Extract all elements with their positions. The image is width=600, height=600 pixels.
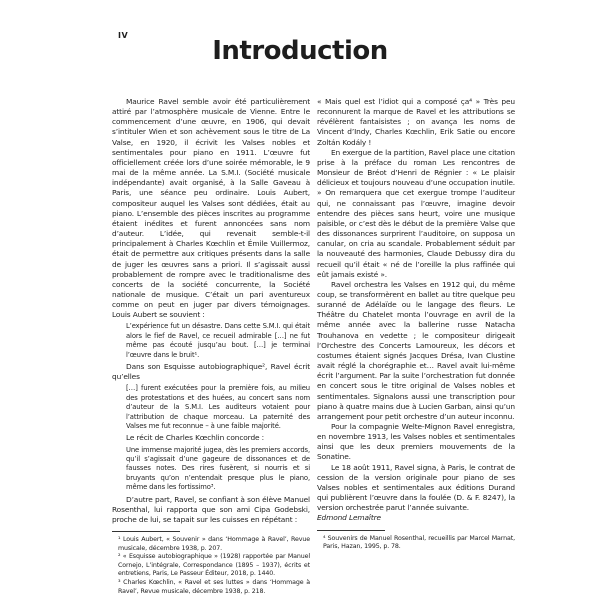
paragraph: Le récit de Charles Kœchlin concorde : xyxy=(126,433,265,443)
footnote: ⁴ Souvenirs de Manuel Rosenthal, recueillis par Marcel Marnat, Paris, Hazan, 1995, p. 78. xyxy=(323,534,515,551)
paragraph: D’autre part, Ravel, se confiant à son élève Manuel Rosenthal, lui rapporta que son ami Cipa Godebski, proche de lui, se tapait sur les cuisses en répétant : xyxy=(112,494,310,524)
footnote-divider xyxy=(112,531,180,532)
paragraph: Le 18 août 1911, Ravel signa, à Paris, le contrat de cession de la version originale pour piano de ses Valses nobles et sentimentales aux éditions Durand qui publièrent l’œuvre dans la foulée (D. & F. 8247), la version orchestrée parut l’année suivante. xyxy=(317,462,515,513)
block-quote: Une immense majorité jugea, dès les premiers accords, qu’il s’agissait d’une gageure de dissonances et de fausses notes. Des rires fusèrent, si nourris et si bruyants qu’on n’entendait presque plus le piano, même dans les fortissimo³. xyxy=(126,445,310,492)
paragraph: Maurice Ravel semble avoir été particulièrement attiré par l’atmosphère musicale de Vienne. Entre le commencement d’une œuvre, en 1906, qui devait s’intituler Wien et son achèvement sous le titre de La Valse, en 1920, il écrivit les Valses nobles et sentimentales pour piano en 1911. L’œuvre fut officiellement créée lors d’une soirée mémorable, le 9 mai de la même année. La S.M.I. (Société musicale indépendante) avait organisé, à la Salle Gaveau à Paris, une séance peu ordinaire. Louis Aubert, compositeur auquel les Valses sont dédiées, était au piano. L’ensemble des pièces inscrites au programme étaient inédites et furent annoncées sans nom d’auteur. L’idée, qui revenait semble-t-il principalement à Charles Kœchlin et Émile Vuillermoz, était de permettre aux critiques présents dans la salle de juger les œuvres sans a priori. Il s’agissait aussi probablement de rompre avec le traditionalisme des concerts de la société concurrente, la Société nationale de musique. C’était un pari aventureux comme on peut en juger par divers témoignages. Louis Aubert se souvient : xyxy=(112,97,310,320)
footnote: ¹ Louis Aubert, « Souvenir » dans ‘Hommage à Ravel’, Revue musicale, décembre 1938, p. 207. xyxy=(118,536,310,552)
footnote: ³ Charles Kœchlin, « Ravel et ses luttes » dans ‘Hommage à Ravel’, Revue musicale, décembre 1938, p. 218. xyxy=(118,579,310,595)
signature: Edmond Lemaître xyxy=(317,513,381,523)
footnote: ² « Esquisse autobiographique » (1928) rapportée par Manuel Cornejo, L’intégrale, Correspondance (1895 – 1937), écrits et entretiens, Paris, Le Passeur Éditeur, 2018, p. 1440. xyxy=(118,553,310,578)
paragraph: Ravel orchestra les Valses en 1912 qui, du même coup, se transformèrent en ballet au titre quelque peu suranné de Adélaïde ou le langage des fleurs. Le Théâtre du Chatelet monta l’ouvrage en avril de la même année avec la ballerine russe Natacha Trouhanova en vedette ; le compositeur dirigeait l’Orchestre des Concerts Lamoureux, les décors et costumes étaient signés Jacques Drésa, Ivan Clustine avait réglé la chorégraphie et… Ravel avait lui-même écrit l’argument. Par la suite l’orchestration fut donnée en concert sous le titre original de Valses nobles et sentimentales. Signalons aussi une transcription pour piano à quatre mains due à Lucien Garban, ainsi qu’un arrangement pour petit orchestre d’un auteur inconnu. xyxy=(317,279,515,421)
footnote-divider xyxy=(317,530,385,531)
paragraph: Dans son Esquisse autobiographique², Ravel écrit qu’elles xyxy=(112,362,310,382)
paragraph: Pour la compagnie Welte-Mignon Ravel enregistra, en novembre 1913, les Valses nobles et sentimentales ainsi que les deux premiers mouvements de la Sonatine. xyxy=(317,422,515,462)
page-title: Introduction xyxy=(212,36,388,66)
paragraph: « Mais quel est l’idiot qui a composé ça⁴ » Très peu reconnurent la marque de Ravel et les attributions se révélèrent fantaisistes ; on avança les noms de Vincent d’Indy, Charles Kœchlin, Erik Satie ou encore Zoltán Kodály ! xyxy=(317,97,515,147)
block-quote: L’expérience fut un désastre. Dans cette S.M.I. qui était alors le fief de Ravel, ce recueil admirable […] ne fut même pas écouté jusqu’au bout. […] je terminai l’œuvre dans le bruit¹. xyxy=(126,322,310,359)
page-number: IV xyxy=(118,31,129,40)
left-column xyxy=(112,97,310,596)
right-column xyxy=(317,97,515,552)
block-quote: […] furent exécutées pour la première fois, au milieu des protestations et des huées, au concert sans nom d’auteur de la S.M.I. Les auditeurs votaient pour l’attribution de chaque morceau. La paternité des Valses me fut reconnue – à une faible majorité. xyxy=(126,384,310,430)
paragraph: En exergue de la partition, Ravel place une citation prise à la préface du roman Les rencontres de Monsieur de Bréot d’Henri de Régnier : « Le plaisir délicieux et toujours nouveau d’une occupation inutile. » On remarquera que cet exergue trompe l’auditeur qui, ne connaissant pas l’œuvre, imagine devoir entendre des pièces sans heurt, voire une musique paisible, or c’est dès le début de la première Valse que des dissonances surprirent l’auditoire, on supposa un canular, on cria au scandale. Probablement séduit par la nouveauté des harmonies, Claude Debussy dira du recueil qu’il était « né de l’oreille la plus raffinée qui eût jamais existé ». xyxy=(317,147,515,279)
